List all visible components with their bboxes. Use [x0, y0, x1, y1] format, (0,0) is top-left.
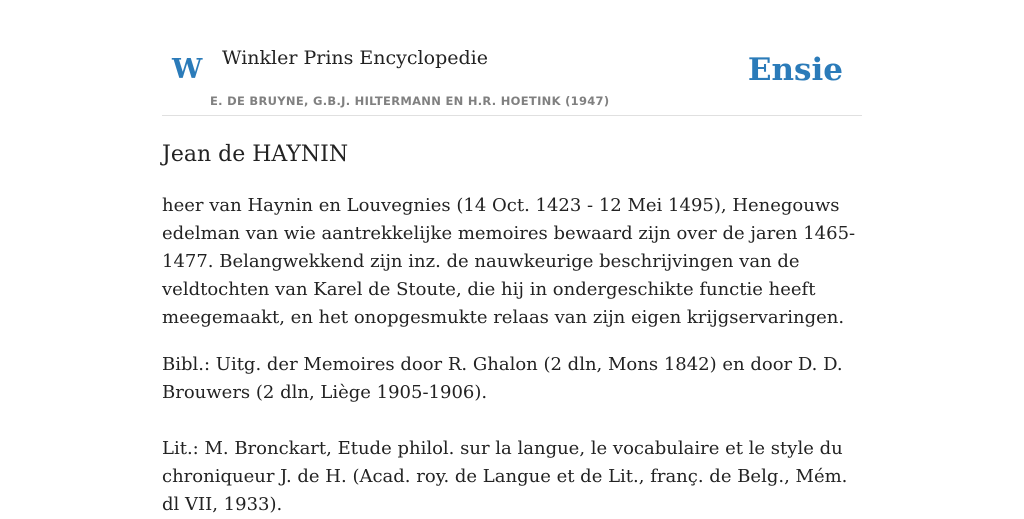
article-paragraph-bibliography: Bibl.: Uitg. der Memoires door R. Ghalon (2 dln, Mons 1842) en door D. D. Brouwers (2 dln, Liège 1905-1906). [162, 354, 843, 403]
brand-logo[interactable]: Ensie [747, 52, 843, 88]
article-paragraph-description: heer van Haynin en Louvegnies (14 Oct. 1423 - 12 Mei 1495), Henegouws edelman van wie aantrekkelijke memoires bewaard zijn over de jaren 1465-1477. Belangwekkend zijn inz. de nauwkeurige beschrijvingen van de veldtochten van Karel de Stoute, die hij in ondergeschikte functie heeft meegemaakt, en het onopgesmukte relaas van zijn eigen krijgservaringen. [162, 195, 856, 328]
article-paragraph-literature: Lit.: M. Bronckart, Etude philol. sur la langue, le vocabulaire et le style du chroniqueur J. de H. (Acad. roy. de Langue et de Lit., franç. de Belg., Mém. dl VII, 1933). [162, 438, 848, 515]
logo-icon[interactable]: W [172, 54, 203, 85]
header [162, 0, 862, 116]
authors-line: E. DE BRUYNE, G.B.J. HILTERMANN EN H.R. HOETINK (1947) [210, 94, 610, 108]
site-title[interactable]: Winkler Prins Encyclopedie [222, 47, 488, 69]
article-title: Jean de HAYNIN [162, 142, 349, 167]
page [162, 0, 862, 515]
